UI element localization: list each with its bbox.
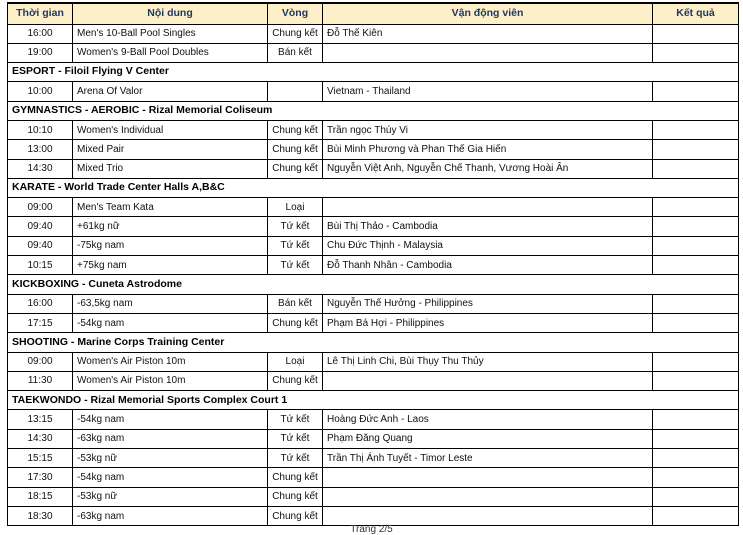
table-row bbox=[8, 217, 739, 236]
time-cell: 16:00 bbox=[8, 24, 73, 43]
time-cell: 19:00 bbox=[8, 43, 73, 62]
content-cell: Mixed Trio bbox=[73, 159, 268, 178]
round-cell: Tứ kết bbox=[268, 449, 323, 468]
table-header-row bbox=[8, 3, 739, 24]
round-cell: Chung kết bbox=[268, 140, 323, 159]
section-row bbox=[8, 178, 739, 197]
athletes-cell: Nguyễn Việt Anh, Nguyễn Chế Thanh, Vương Hoài Ân bbox=[323, 159, 653, 178]
time-cell: 13:00 bbox=[8, 140, 73, 159]
page-number: Trang 2/5 bbox=[350, 524, 393, 535]
section-label: ESPORT - Filoil Flying V Center bbox=[8, 63, 739, 82]
content-cell: Men's Team Kata bbox=[73, 198, 268, 217]
table-row bbox=[8, 159, 739, 178]
athletes-cell: Bùi Thị Thảo - Cambodia bbox=[323, 217, 653, 236]
time-cell: 11:30 bbox=[8, 371, 73, 390]
section-label: GYMNASTICS - AEROBIC - Rizal Memorial Coliseum bbox=[8, 101, 739, 120]
table-row bbox=[8, 352, 739, 371]
time-cell: 17:30 bbox=[8, 468, 73, 487]
round-cell: Chung kết bbox=[268, 371, 323, 390]
result-cell bbox=[653, 468, 739, 487]
round-cell: Loại bbox=[268, 198, 323, 217]
time-cell: 09:00 bbox=[8, 352, 73, 371]
section-label: KICKBOXING - Cuneta Astrodome bbox=[8, 275, 739, 294]
round-cell: Bán kết bbox=[268, 294, 323, 313]
section-label: TAEKWONDO - Rizal Memorial Sports Complex Court 1 bbox=[8, 391, 739, 410]
table-row bbox=[8, 313, 739, 332]
content-cell: Women's Air Piston 10m bbox=[73, 371, 268, 390]
round-cell: Tứ kết bbox=[268, 256, 323, 275]
table-row bbox=[8, 43, 739, 62]
content-cell: Arena Of Valor bbox=[73, 82, 268, 101]
round-cell: Chung kết bbox=[268, 24, 323, 43]
result-cell bbox=[653, 120, 739, 139]
time-cell: 09:40 bbox=[8, 217, 73, 236]
round-cell: Tứ kết bbox=[268, 410, 323, 429]
time-cell: 09:40 bbox=[8, 236, 73, 255]
content-cell: -53kg nữ bbox=[73, 449, 268, 468]
section-row bbox=[8, 275, 739, 294]
time-cell: 18:30 bbox=[8, 506, 73, 525]
round-cell: Chung kết bbox=[268, 506, 323, 525]
athletes-cell: Phạm Đăng Quang bbox=[323, 429, 653, 448]
content-cell: -63kg nam bbox=[73, 506, 268, 525]
result-cell bbox=[653, 43, 739, 62]
round-cell: Bán kết bbox=[268, 43, 323, 62]
athletes-cell: Bùi Minh Phương và Phan Thế Gia Hiến bbox=[323, 140, 653, 159]
table-row bbox=[8, 410, 739, 429]
section-row bbox=[8, 101, 739, 120]
content-cell: -63,5kg nam bbox=[73, 294, 268, 313]
time-cell: 14:30 bbox=[8, 429, 73, 448]
table-row bbox=[8, 449, 739, 468]
content-cell: Women's Air Piston 10m bbox=[73, 352, 268, 371]
section-row bbox=[8, 333, 739, 352]
athletes-cell bbox=[323, 468, 653, 487]
round-cell bbox=[268, 82, 323, 101]
section-label: KARATE - World Trade Center Halls A,B&C bbox=[8, 178, 739, 197]
result-cell bbox=[653, 313, 739, 332]
time-cell: 16:00 bbox=[8, 294, 73, 313]
athletes-cell bbox=[323, 198, 653, 217]
round-cell: Tứ kết bbox=[268, 236, 323, 255]
column-header-result: Kết quả bbox=[653, 3, 739, 24]
result-cell bbox=[653, 487, 739, 506]
table-row bbox=[8, 506, 739, 525]
athletes-cell: Nguyễn Thế Hưởng - Philippines bbox=[323, 294, 653, 313]
round-cell: Chung kết bbox=[268, 120, 323, 139]
time-cell: 14:30 bbox=[8, 159, 73, 178]
table-row bbox=[8, 236, 739, 255]
content-cell: Women's 9-Ball Pool Doubles bbox=[73, 43, 268, 62]
content-cell: +75kg nam bbox=[73, 256, 268, 275]
round-cell: Chung kết bbox=[268, 468, 323, 487]
table-row bbox=[8, 82, 739, 101]
table-row bbox=[8, 487, 739, 506]
result-cell bbox=[653, 140, 739, 159]
content-cell: -75kg nam bbox=[73, 236, 268, 255]
table-row bbox=[8, 256, 739, 275]
column-header-round: Vòng bbox=[268, 3, 323, 24]
athletes-cell: Vietnam - Thailand bbox=[323, 82, 653, 101]
athletes-cell: Chu Đức Thịnh - Malaysia bbox=[323, 236, 653, 255]
table-row bbox=[8, 140, 739, 159]
result-cell bbox=[653, 371, 739, 390]
result-cell bbox=[653, 429, 739, 448]
table-row bbox=[8, 371, 739, 390]
athletes-cell: Trần ngọc Thúy Vi bbox=[323, 120, 653, 139]
content-cell: +61kg nữ bbox=[73, 217, 268, 236]
content-cell: Women's Individual bbox=[73, 120, 268, 139]
column-header-time: Thời gian bbox=[8, 3, 73, 24]
athletes-cell bbox=[323, 43, 653, 62]
result-cell bbox=[653, 236, 739, 255]
column-header-content: Nội dung bbox=[73, 3, 268, 24]
athletes-cell: Đỗ Thanh Nhân - Cambodia bbox=[323, 256, 653, 275]
athletes-cell: Hoàng Đức Anh - Laos bbox=[323, 410, 653, 429]
content-cell: -54kg nam bbox=[73, 410, 268, 429]
result-cell bbox=[653, 24, 739, 43]
section-row bbox=[8, 391, 739, 410]
content-cell: -54kg nam bbox=[73, 468, 268, 487]
result-cell bbox=[653, 217, 739, 236]
column-header-athletes: Vận động viên bbox=[323, 3, 653, 24]
round-cell: Tứ kết bbox=[268, 429, 323, 448]
athletes-cell: Lê Thị Linh Chi, Bùi Thụy Thu Thủy bbox=[323, 352, 653, 371]
table-row bbox=[8, 24, 739, 43]
result-cell bbox=[653, 159, 739, 178]
table-row bbox=[8, 468, 739, 487]
athletes-cell bbox=[323, 487, 653, 506]
time-cell: 10:10 bbox=[8, 120, 73, 139]
content-cell: Mixed Pair bbox=[73, 140, 268, 159]
time-cell: 10:00 bbox=[8, 82, 73, 101]
time-cell: 09:00 bbox=[8, 198, 73, 217]
athletes-cell bbox=[323, 371, 653, 390]
result-cell bbox=[653, 294, 739, 313]
time-cell: 18:15 bbox=[8, 487, 73, 506]
round-cell: Chung kết bbox=[268, 313, 323, 332]
result-cell bbox=[653, 82, 739, 101]
table-row bbox=[8, 198, 739, 217]
content-cell: -53kg nữ bbox=[73, 487, 268, 506]
result-cell bbox=[653, 506, 739, 525]
result-cell bbox=[653, 198, 739, 217]
result-cell bbox=[653, 410, 739, 429]
table-row bbox=[8, 429, 739, 448]
result-cell bbox=[653, 352, 739, 371]
content-cell: -54kg nam bbox=[73, 313, 268, 332]
result-cell bbox=[653, 449, 739, 468]
section-label: SHOOTING - Marine Corps Training Center bbox=[8, 333, 739, 352]
athletes-cell: Đỗ Thế Kiên bbox=[323, 24, 653, 43]
result-cell bbox=[653, 256, 739, 275]
content-cell: Men's 10-Ball Pool Singles bbox=[73, 24, 268, 43]
section-row bbox=[8, 63, 739, 82]
athletes-cell: Trần Thị Ánh Tuyết - Timor Leste bbox=[323, 449, 653, 468]
round-cell: Chung kết bbox=[268, 487, 323, 506]
athletes-cell: Phạm Bá Hợi - Philippines bbox=[323, 313, 653, 332]
round-cell: Loại bbox=[268, 352, 323, 371]
round-cell: Tứ kết bbox=[268, 217, 323, 236]
table-row bbox=[8, 120, 739, 139]
time-cell: 17:15 bbox=[8, 313, 73, 332]
time-cell: 15:15 bbox=[8, 449, 73, 468]
table-row bbox=[8, 294, 739, 313]
schedule-table-body bbox=[8, 24, 739, 526]
time-cell: 13:15 bbox=[8, 410, 73, 429]
round-cell: Chung kết bbox=[268, 159, 323, 178]
schedule-table bbox=[7, 2, 739, 526]
content-cell: -63kg nam bbox=[73, 429, 268, 448]
athletes-cell bbox=[323, 506, 653, 525]
time-cell: 10:15 bbox=[8, 256, 73, 275]
